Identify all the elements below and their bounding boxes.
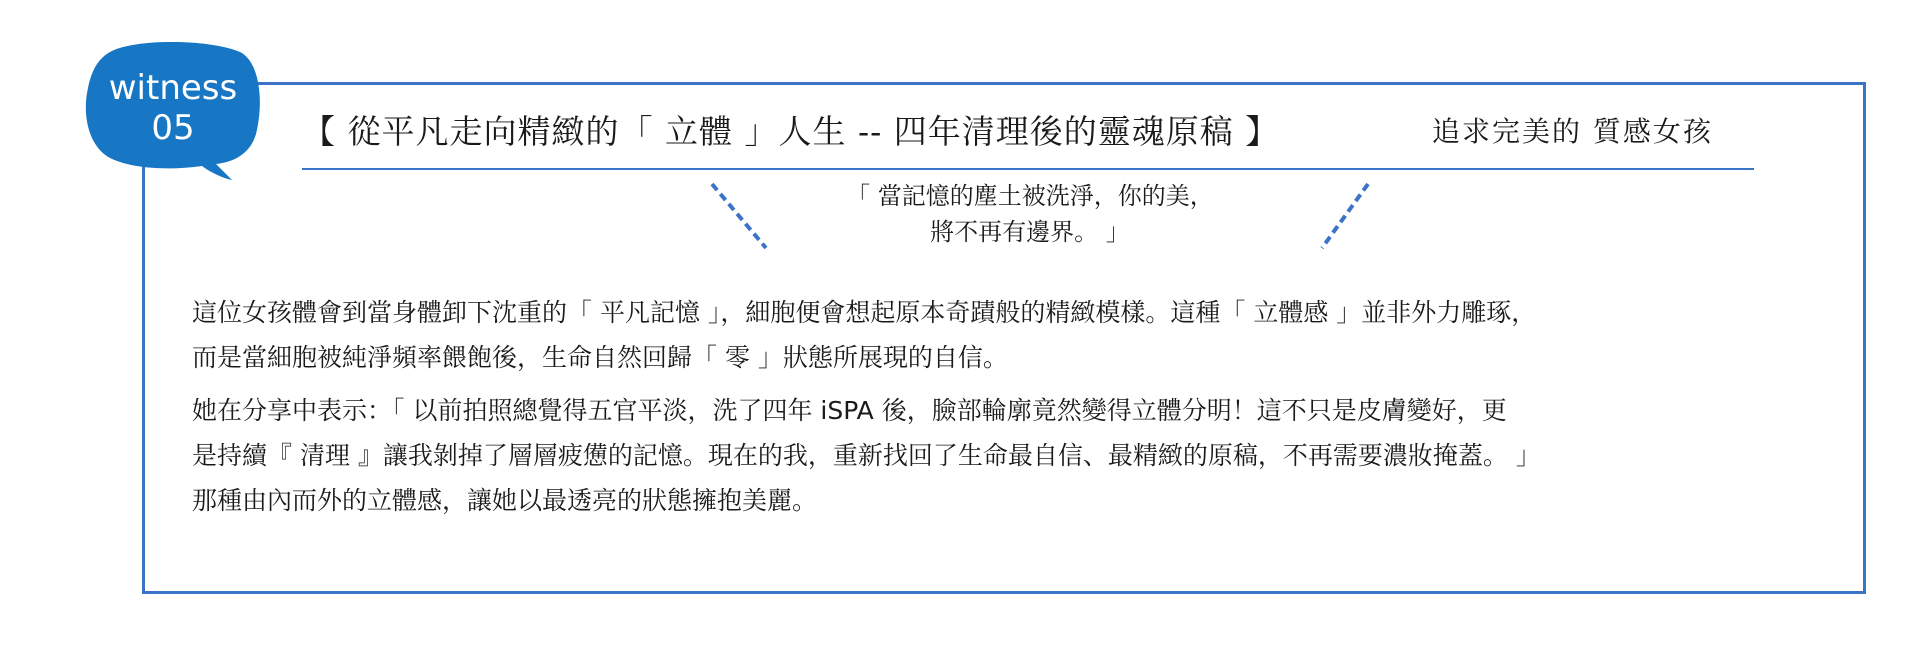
paragraph-2-line-2: 是持續『 清理 』讓我剝掉了層層疲憊的記憶。現在的我，重新找回了生命最自信、最精緻的原稿，不再需要濃妝掩蓋。 」 bbox=[192, 441, 1541, 470]
badge-label bbox=[84, 68, 262, 148]
quote-line-1: 「 當記憶的塵土被洗淨，你的美， bbox=[846, 182, 1214, 210]
page-title: 【 從平凡走向精緻的「 立體 」人生 -- 四年清理後的靈魂原稿 】 bbox=[302, 112, 1280, 151]
pull-quote bbox=[760, 178, 1300, 250]
paragraph-2-line-3: 那種由內而外的立體感，讓她以最透亮的狀態擁抱美麗。 bbox=[192, 486, 818, 515]
witness-badge bbox=[84, 42, 262, 184]
title-divider bbox=[302, 168, 1754, 170]
right-dashed-stroke bbox=[1318, 180, 1380, 252]
badge-line-1: witness bbox=[108, 68, 238, 108]
page-subtitle: 追求完美的 質感女孩 bbox=[1432, 115, 1713, 148]
paragraph-1-line-1: 這位女孩體會到當身體卸下沈重的「 平凡記憶 」，細胞便會想起原本奇蹟般的精緻模樣。這種「 立體感 」並非外力雕琢， bbox=[192, 298, 1537, 327]
paragraph-1 bbox=[192, 290, 1842, 380]
paragraph-2-line-1: 她在分享中表示：「 以前拍照總覺得五官平淡，洗了四年 iSPA 後，臉部輪廓竟然變得立體分明！這不只是皮膚變好，更 bbox=[192, 396, 1507, 425]
paragraph-2 bbox=[192, 388, 1842, 523]
quote-line-2: 將不再有邊界。 」 bbox=[930, 218, 1130, 246]
testimonial-body bbox=[192, 290, 1842, 523]
badge-line-2: 05 bbox=[151, 108, 195, 148]
paragraph-1-line-2: 而是當細胞被純淨頻率餵飽後，生命自然回歸「 零 」狀態所展現的自信。 bbox=[192, 343, 1008, 372]
